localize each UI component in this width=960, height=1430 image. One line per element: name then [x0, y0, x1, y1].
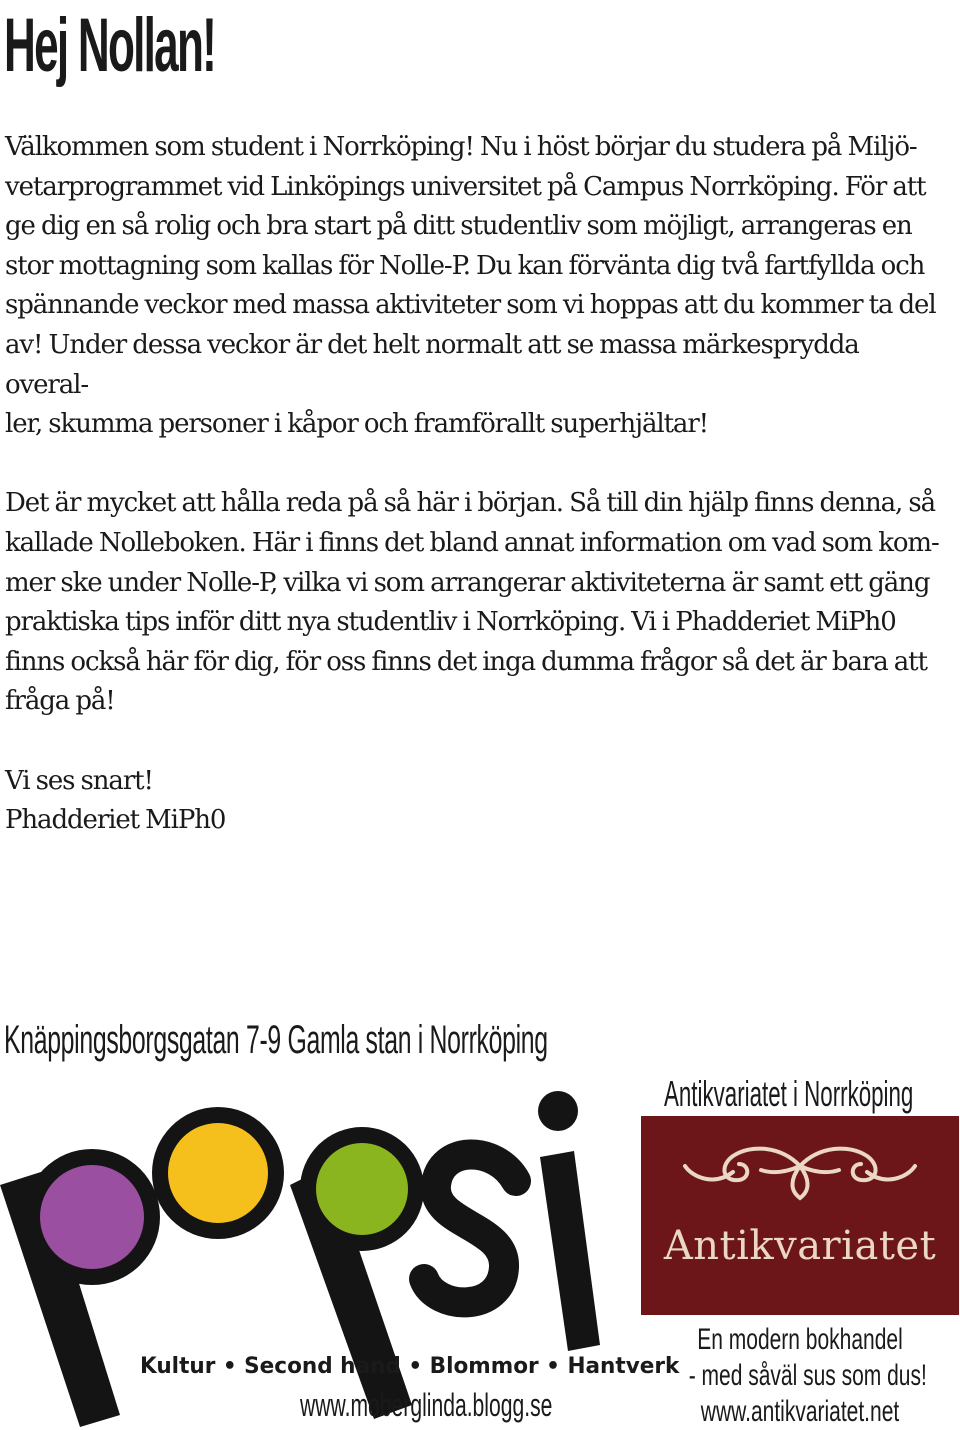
text-line: spännande veckor med massa aktiviteter som vi hoppas att du kommer ta del: [5, 290, 936, 321]
text-line: kallade Nolleboken. Här i finns det bland annat information om vad som kom-: [5, 527, 939, 558]
nolleboken-paragraph: [5, 484, 947, 722]
slogan-line: En modern bokhandel: [697, 1323, 903, 1356]
popsi-letter-i-dot: [538, 1091, 578, 1131]
text-line: ler, skumma personer i kåpor och framförallt superhjältar!: [5, 409, 709, 440]
antikvariatet-logo: [641, 1116, 959, 1315]
popsi-purple-dot-inner: [40, 1165, 144, 1269]
popsi-green-dot: [316, 1143, 408, 1235]
popsi-yellow-dot: [168, 1123, 268, 1223]
text-line: fråga på!: [5, 686, 115, 717]
popsi-address: Knäppingsborgsgatan 7-9 Gamla stan i Norrköping: [4, 1018, 548, 1062]
antikvariatet-caption: Antikvariatet i Norrköping: [664, 1073, 914, 1114]
antikvariatet-logo-name: Antikvariatet: [663, 1223, 937, 1269]
closing-signature: [5, 762, 947, 841]
text-line: ge dig en så rolig och bra start på ditt studentliv som möjligt, arrangeras en: [5, 211, 912, 242]
text-line: mer ske under Nolle-P, vilka vi som arrangerar aktiviteterna är samt ett gäng: [5, 567, 930, 598]
popsi-url-link[interactable]: www.moberglinda.blogg.se: [300, 1387, 553, 1423]
closing-greeting: Vi ses snart!: [5, 765, 153, 796]
text-line: stor mottagning som kallas för Nolle-P. Du kan förvänta dig två fartfyllda och: [5, 250, 925, 281]
page-title: Hej Nollan!: [4, 3, 216, 88]
ornament-icon: [641, 1116, 959, 1315]
popsi-letter-s: [424, 1154, 516, 1302]
signature: Phadderiet MiPh0: [5, 805, 226, 836]
text-line: Välkommen som student i Norrköping! Nu i höst börjar du studera på Miljö-: [5, 132, 917, 162]
text-line: finns också här för dig, för oss finns det inga dumma frågor så det är bara att: [5, 646, 927, 677]
popsi-tagline: Kultur • Second hand • Blommor • Hantverk: [140, 1354, 680, 1379]
intro-paragraph: [5, 128, 947, 445]
text-line: av! Under dessa veckor är det helt normalt att se massa märkesprydda overal-: [5, 329, 859, 400]
text-line: vetarprogrammet vid Linköpings universitet på Campus Norrköping. För att: [5, 171, 926, 202]
slogan-line: - med såväl sus som dus!: [688, 1359, 927, 1392]
antikvariatet-slogan: [641, 1322, 959, 1430]
text-line: praktiska tips inför ditt nya studentliv i Norrköping. Vi i Phadderiet MiPh0: [5, 607, 896, 638]
antikvariatet-url-link[interactable]: www.antikvariatet.net: [700, 1395, 900, 1428]
letter-body: [5, 128, 947, 841]
text-line: Det är mycket att hålla reda på så här i början. Så till din hjälp finns denna, så: [5, 488, 935, 519]
popsi-letter-i: [540, 1151, 600, 1351]
